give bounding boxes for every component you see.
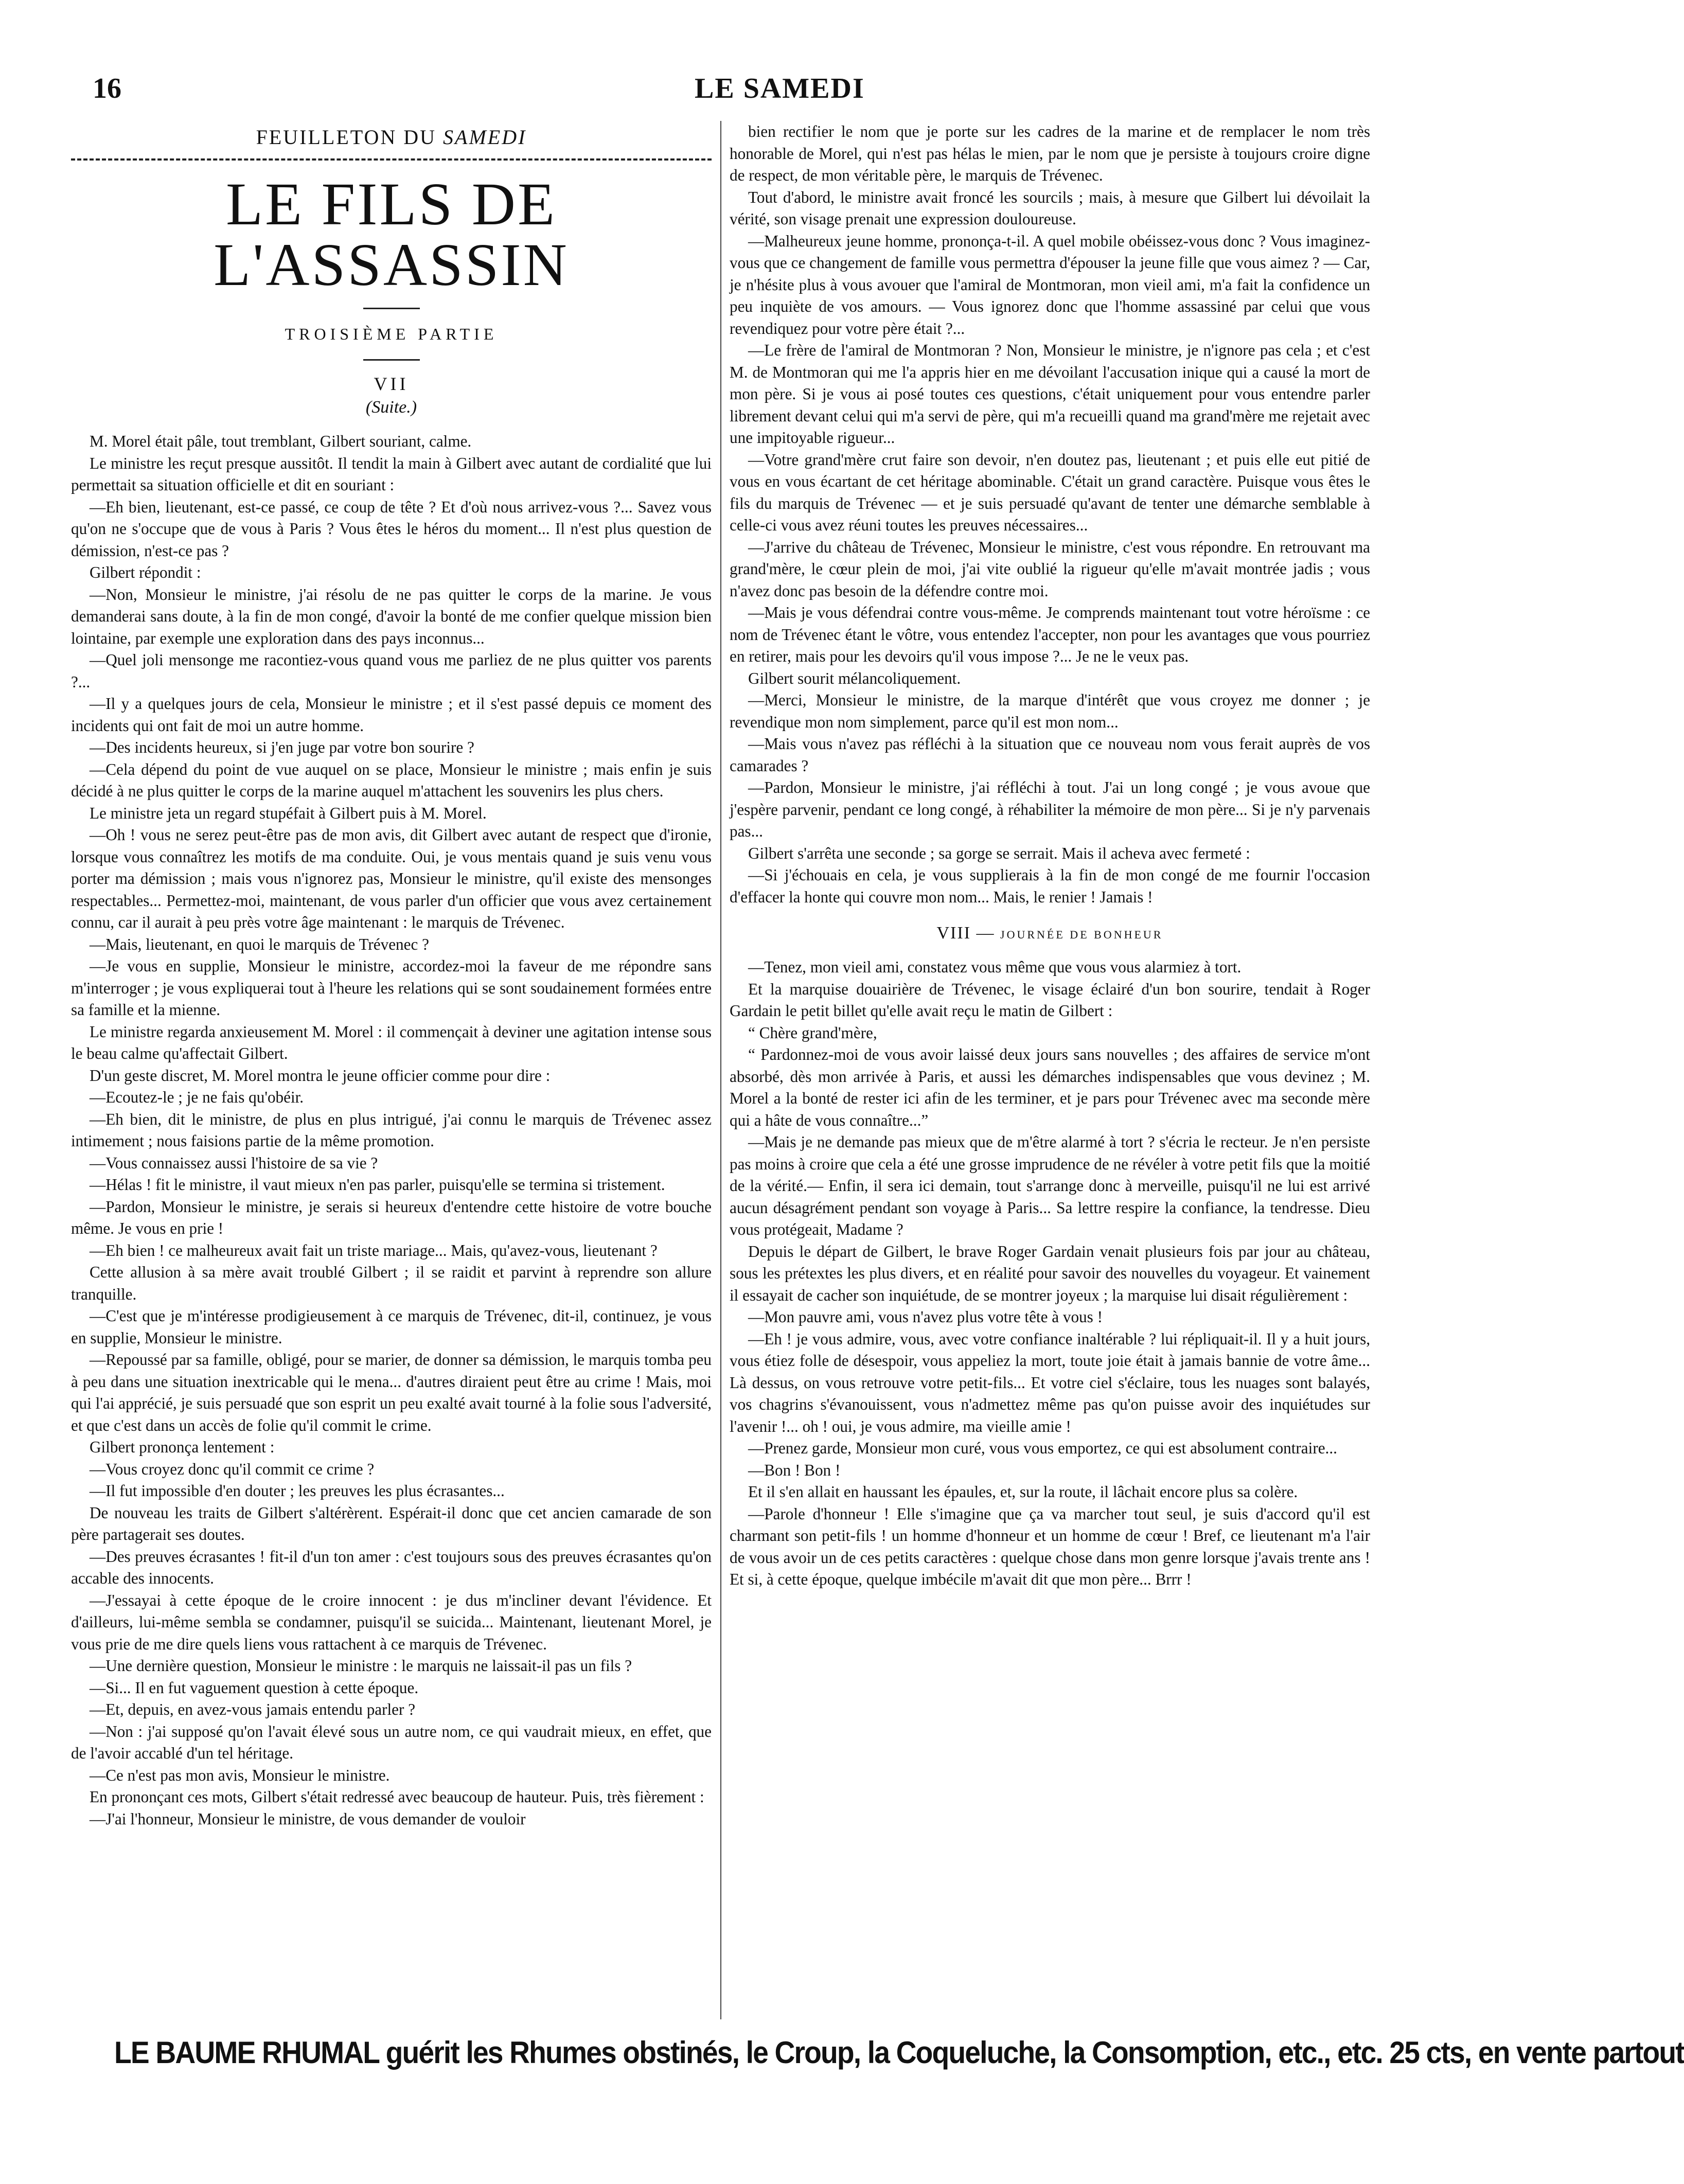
paragraph: “ Pardonnez-moi de vous avoir laissé deux jours sans nouvelles ; des affaires de service m'ont absorbé, dès mon arrivée à Paris, et aussi les démarches indispensables que vous devinez ; M. Morel a la bonté de rester ici afin de les terminer, et je pars pour Trévenec avec ma seconde mère qui a hâte de vous connaître...” [730,1045,1370,1129]
paragraph: Et la marquise douairière de Trévenec, le visage éclairé d'un bon sourire, tendait à Roger Gardain le petit billet qu'elle avait reçu le matin de Gilbert : [730,980,1370,1020]
paragraph: —Il y a quelques jours de cela, Monsieur le ministre ; et il s'est passé depuis ce moment des incidents qui ont fait de moi un autre homme. [71,695,712,735]
paragraph: —J'arrive du château de Trévenec, Monsieur le ministre, c'est vous répondre. En retrouvant ma grand'mère, le cœur plein de moi, j'ai vite oublié la rigueur qu'elle m'avait montrée jadis ; vous n'avez donc pas besoin de la défendre contre moi. [730,538,1370,600]
paragraph: Gilbert prononça lentement : [90,1438,275,1456]
paragraph: —Mon pauvre ami, vous n'avez plus votre tête à vous ! [748,1308,1103,1326]
paragraph: —Prenez garde, Monsieur mon curé, vous vous emportez, ce qui est absolument contraire... [748,1439,1337,1457]
page-number: 16 [93,73,121,104]
paragraph: —Une dernière question, Monsieur le ministre : le marquis ne laissait-il pas un fils ? [90,1657,632,1675]
paragraph: —Et, depuis, en avez-vous jamais entendu parler ? [90,1700,416,1718]
paragraph: Tout d'abord, le ministre avait froncé les sourcils ; mais, à mesure que Gilbert lui dévoilait la vérité, son visage prenait une expression douloureuse. [730,188,1370,228]
paragraph: —Tenez, mon vieil ami, constatez vous même que vous vous alarmiez à tort. [748,958,1242,976]
title-short-rule [363,308,420,309]
journal-title: LE SAMEDI [695,73,865,104]
title-dashed-rule [71,158,712,161]
part-label: TROISIÈME PARTIE [285,325,498,343]
paragraph: —Mais je vous défendrai contre vous-même. Je comprends maintenant tout votre héroïsme : ce nom de Trévenec étant le vôtre, vous entendez l'accepter, non pour les avantages que vous pourriez en retirer, mais pour les devoirs qu'il vous impose ?... Je ne le veux pas. [730,603,1370,665]
paragraph: —Repoussé par sa famille, obligé, pour se marier, de donner sa démission, le marquis tomba peu à peu dans une situation inextricable qui le mena... d'autres diraient peut être au crime ! Mais, moi qui l'ai apprécié, je suis persuadé que son esprit un peu exalté avait tourné à la folie sous l'adversité, et que c'est dans un accès de folie qu'il commit le crime. [71,1351,712,1434]
paragraph: —J'essayai à cette époque de le croire innocent : je dus m'incliner devant l'évidence. Et d'ailleurs, lui-même sembla se condamner, puisqu'il se suicida... Maintenant, lieutenant Morel, je vous prie de me dire quels liens vous rattachent à ce marquis de Trévenec. [71,1591,712,1653]
paragraph: Gilbert répondit : [90,563,201,581]
paragraph: Le ministre jeta un regard stupéfait à Gilbert puis à M. Morel. [90,804,487,822]
paragraph: —Le frère de l'amiral de Montmoran ? Non, Monsieur le ministre, je n'ignore pas cela ; et c'est M. de Montmoran qui me l'a appris hier en me dévoilant l'accusation inique qui a causé la mort de mon père. Si je vous ai posé toutes ces questions, c'était uniquement pour vous entendre parler librement devant celui qui m'a servi de père, qui m'a recueilli quand ma grand'mère me rejetait avec une impitoyable rigueur... [730,341,1370,447]
chapter-viii-number: VIII — [936,924,995,943]
paragraph: M. Morel était pâle, tout tremblant, Gilbert souriant, calme. [90,432,472,450]
part-short-rule [363,359,420,361]
paragraph: —Hélas ! fit le ministre, il vaut mieux n'en pas parler, puisqu'elle se termina si tristement. [90,1176,665,1194]
chapter-viii-subtitle: JOURNÉE DE BONHEUR [1000,928,1163,941]
paragraph: Le ministre les reçut presque aussitôt. Il tendit la main à Gilbert avec autant de cordialité que lui permettait sa situation officielle et dit en souriant : [71,454,712,494]
paragraph: Gilbert sourit mélancoliquement. [748,669,961,687]
paragraph: —Vous connaissez aussi l'histoire de sa vie ? [90,1153,378,1172]
paragraph: —Eh ! je vous admire, vous, avec votre confiance inaltérable ? lui répliquait-il. Il y a huit jours, vous étiez folle de désespoir, vous appeliez la mort, toute joie était à jamais bannie de votre âme... Là dessus, on vous retrouve votre petit-fils... Et votre ciel s'éclaire, tous les nuages sont balayés, vos chagrins s'évanouissent, vous n'admettez même pas qu'on puisse avoir des inquiétudes sur l'avenir !... oh ! oui, je vous admire, ma vieille amie ! [730,1329,1370,1435]
feuilleton-label-journal: SAMEDI [443,126,527,149]
left-column [71,121,712,2019]
paragraph: —Merci, Monsieur le ministre, de la marque d'intérêt que vous croyez me donner ; je revendique mon nom simplement, parce qu'il est mon nom... [730,691,1370,731]
paragraph: Gilbert s'arrêta une seconde ; sa gorge se serrait. Mais il acheva avec fermeté : [748,844,1250,862]
paragraph: —Des preuves écrasantes ! fit-il d'un ton amer : c'est toujours sous des preuves écrasantes qu'on accable des innocents. [71,1547,712,1587]
paragraph: “ Chère grand'mère, [748,1023,877,1042]
paragraph: Le ministre regarda anxieusement M. Morel : il commençait à deviner une agitation intense sous le beau calme qu'affectait Gilbert. [71,1022,712,1062]
paragraph: —Parole d'honneur ! Elle s'imagine que ça va marcher tout seul, je suis d'accord qu'il est charmant son petit-fils ! un homme d'honneur et un homme de cœur ! Bref, ce lieutenant m'a l'air de vous avoir un de ces petits caractères : quelque chose dans mon genre lorsque j'avais trente ans ! Et si, à cette époque, quelque imbécile m'avait dit que mon père... Brrr ! [730,1504,1370,1588]
paragraph: —Eh bien, lieutenant, est-ce passé, ce coup de tête ? Et d'où nous arrivez-vous ?... Savez vous qu'on ne s'occupe que de vous à Paris ? Vous êtes le héros du moment... Il n'est plus question de démission, n'est-ce pas ? [71,498,712,560]
paragraph: —Non, Monsieur le ministre, j'ai résolu de ne pas quitter le corps de la marine. Je vous demanderai sans doute, à la fin de mon congé, d'avoir la bonté de me confier quelque mission bien lointaine, par exemple une exploration dans des pays inconnus... [71,585,712,647]
paragraph: D'un geste discret, M. Morel montra le jeune officier comme pour dire : [90,1066,551,1085]
paragraph: Cette allusion à sa mère avait troublé Gilbert ; il se raidit et parvint à reprendre son allure tranquille. [71,1263,712,1303]
paragraph: —Je vous en supplie, Monsieur le ministre, accordez-moi la faveur de me répondre sans m'interroger ; je vous expliquerai tout à l'heure les relations qui se sont soudainement formées entre sa famille et la mienne. [71,957,712,1019]
column-divider [720,121,721,2019]
paragraph: —Si j'échouais en cela, je vous supplierais à la fin de mon congé de me fournir l'occasion d'effacer la honte qui couvre mon nom... Mais, le renier ! Jamais ! [730,866,1370,906]
paragraph: —Mais vous n'avez pas réfléchi à la situation que ce nouveau nom vous ferait auprès de vos camarades ? [730,735,1370,775]
paragraph: —Mais je ne demande pas mieux que de m'être alarmé à tort ? s'écria le recteur. Je n'en persiste pas moins à croire que cela a été une grosse imprudence de ne révéler à votre petit fils que la moitié de la vérité.— Enfin, il sera ici demain, tout s'arrange donc à merveille, puisqu'il ne lui est arrivé aucun désagrément pendant son voyage à Paris... Sa lettre respire la confiance, la tendresse. Dieu vous protégeait, Madame ? [730,1133,1370,1238]
paragraph: Depuis le départ de Gilbert, le brave Roger Gardain venait plusieurs fois par jour au château, sous les prétextes les plus divers, et en réalité pour savoir des nouvelles du voyageur. Et vainement il essayait de cacher son inquiétude, de se montrer joyeux ; la marquise lui disait régulièrement : [730,1242,1370,1304]
paragraph: —Bon ! Bon ! [748,1461,841,1479]
paragraph: —Non : j'ai supposé qu'on l'avait élevé sous un autre nom, ce qui vaudrait mieux, en effet, que de l'avoir accablé d'un tel héritage. [71,1722,712,1762]
paragraph: —Des incidents heureux, si j'en juge par votre bon sourire ? [90,738,474,756]
feuilleton-label-prefix: FEUILLETON DU [256,126,437,149]
footer-advertisement: LE BAUME RHUMAL guérit les Rhumes obstinés, le Croup, la Coqueluche, la Consomption, etc., etc. 25 cts, en vente partout [114,2035,1684,2070]
paragraph: —Mais, lieutenant, en quoi le marquis de Trévenec ? [90,935,429,953]
paragraph: —Il fut impossible d'en douter ; les preuves les plus écrasantes... [90,1482,505,1500]
paragraph: —Si... Il en fut vaguement question à cette époque. [90,1678,419,1697]
right-column-text-bottom [730,956,1370,1591]
paragraph: —Malheureux jeune homme, prononça-t-il. A quel mobile obéissez-vous donc ? Vous imaginez-vous que ce changement de famille vous permettra d'épouser la jeune fille que vous aimez ? — Car, je n'hésite plus à vous avouer que l'amiral de Montmoran, mon vieil ami, m'a fait la confidence un peu inquiète de vos amours. — Vous ignorez donc que l'homme assassiné par celui que vous revendiquez pour votre père était ?... [730,232,1370,338]
paragraph: —Pardon, Monsieur le ministre, j'ai réfléchi à tout. J'ai un long congé ; je vous avoue que j'espère parvenir, pendant ce long congé, à réhabiliter la mémoire de mon père... Si je n'y parvenais pas... [730,778,1370,840]
paragraph: —Eh bien, dit le ministre, de plus en plus intrigué, j'ai connu le marquis de Trévenec assez intimement ; nous faisions partie de la même promotion. [71,1110,712,1150]
chapter-heading-viii [730,924,1370,943]
novel-title: LE FILS DE L'ASSASSIN [214,170,569,298]
paragraph: Et il s'en allait en haussant les épaules, et, sur la route, il lâchait encore plus sa colère. [748,1483,1298,1501]
paragraph: bien rectifier le nom que je porte sur les cadres de la marine et de remplacer le nom très honorable de Morel, qui n'est pas hélas le mien, par le nom que je persiste à toujours croire digne de respect, de mon véritable père, le marquis de Trévenec. [730,122,1370,184]
paragraph: —C'est que je m'intéresse prodigieusement à ce marquis de Trévenec, dit-il, continuez, je vous en supplie, Monsieur le ministre. [71,1307,712,1347]
right-column [730,121,1370,2019]
chapter-number: VII [374,374,409,394]
right-column-text-top [730,121,1370,908]
paragraph: —Quel joli mensonge me racontiez-vous quand vous me parliez de ne plus quitter vos parents ?... [71,651,712,691]
paragraph: —J'ai l'honneur, Monsieur le ministre, de vous demander de vouloir [90,1809,526,1828]
suite-label: (Suite.) [365,398,417,417]
paragraph: En prononçant ces mots, Gilbert s'était redressé avec beaucoup de hauteur. Puis, très fièrement : [90,1788,704,1806]
paragraph: —Cela dépend du point de vue auquel on se place, Monsieur le ministre ; mais enfin je suis décidé à ne plus quitter le corps de la marine auquel m'attachent les souvenirs les plus chers. [71,760,712,800]
page-header [62,67,1374,108]
paragraph: —Pardon, Monsieur le ministre, je serais si heureux d'entendre cette histoire de votre bouche même. Je vous en prie ! [71,1197,712,1237]
paragraph: —Votre grand'mère crut faire son devoir, n'en doutez pas, lieutenant ; et puis elle eut pitié de vous en vous écartant de cet héritage abominable. C'était un grand caractère. Puisque vous êtes le fils du marquis de Trévenec — et je suis persuadé qu'avant de tenter une démarche semblable à celle-ci vous avez réuni toutes les preuves nécessaires... [730,450,1370,534]
paragraph: —Eh bien ! ce malheureux avait fait un triste mariage... Mais, qu'avez-vous, lieutenant ? [90,1241,658,1259]
paragraph: —Ce n'est pas mon avis, Monsieur le ministre. [90,1766,390,1784]
paragraph: —Oh ! vous ne serez peut-être pas de mon avis, dit Gilbert avec autant de respect que d'ironie, lorsque vous connaîtrez les motifs de ma conduite. Oui, je vous mentais quand je suis venu vous porter ma démission ; mais vous n'ignorez pas, Monsieur le ministre, qu'il existe des mensonges respectables... Permettez-moi, maintenant, de vous parler d'un officier que vous avez certainement connu, car il aurait à peu près votre âge maintenant : le marquis de Trévenec. [71,826,712,931]
paragraph: —Ecoutez-le ; je ne fais qu'obéir. [90,1088,304,1106]
left-column-text [71,431,712,1830]
paragraph: —Vous croyez donc qu'il commit ce crime ? [90,1460,375,1478]
paragraph: De nouveau les traits de Gilbert s'altérèrent. Espérait-il donc que cet ancien camarade de son père partagerait ses doutes. [71,1503,712,1543]
feuilleton-label [71,125,712,149]
